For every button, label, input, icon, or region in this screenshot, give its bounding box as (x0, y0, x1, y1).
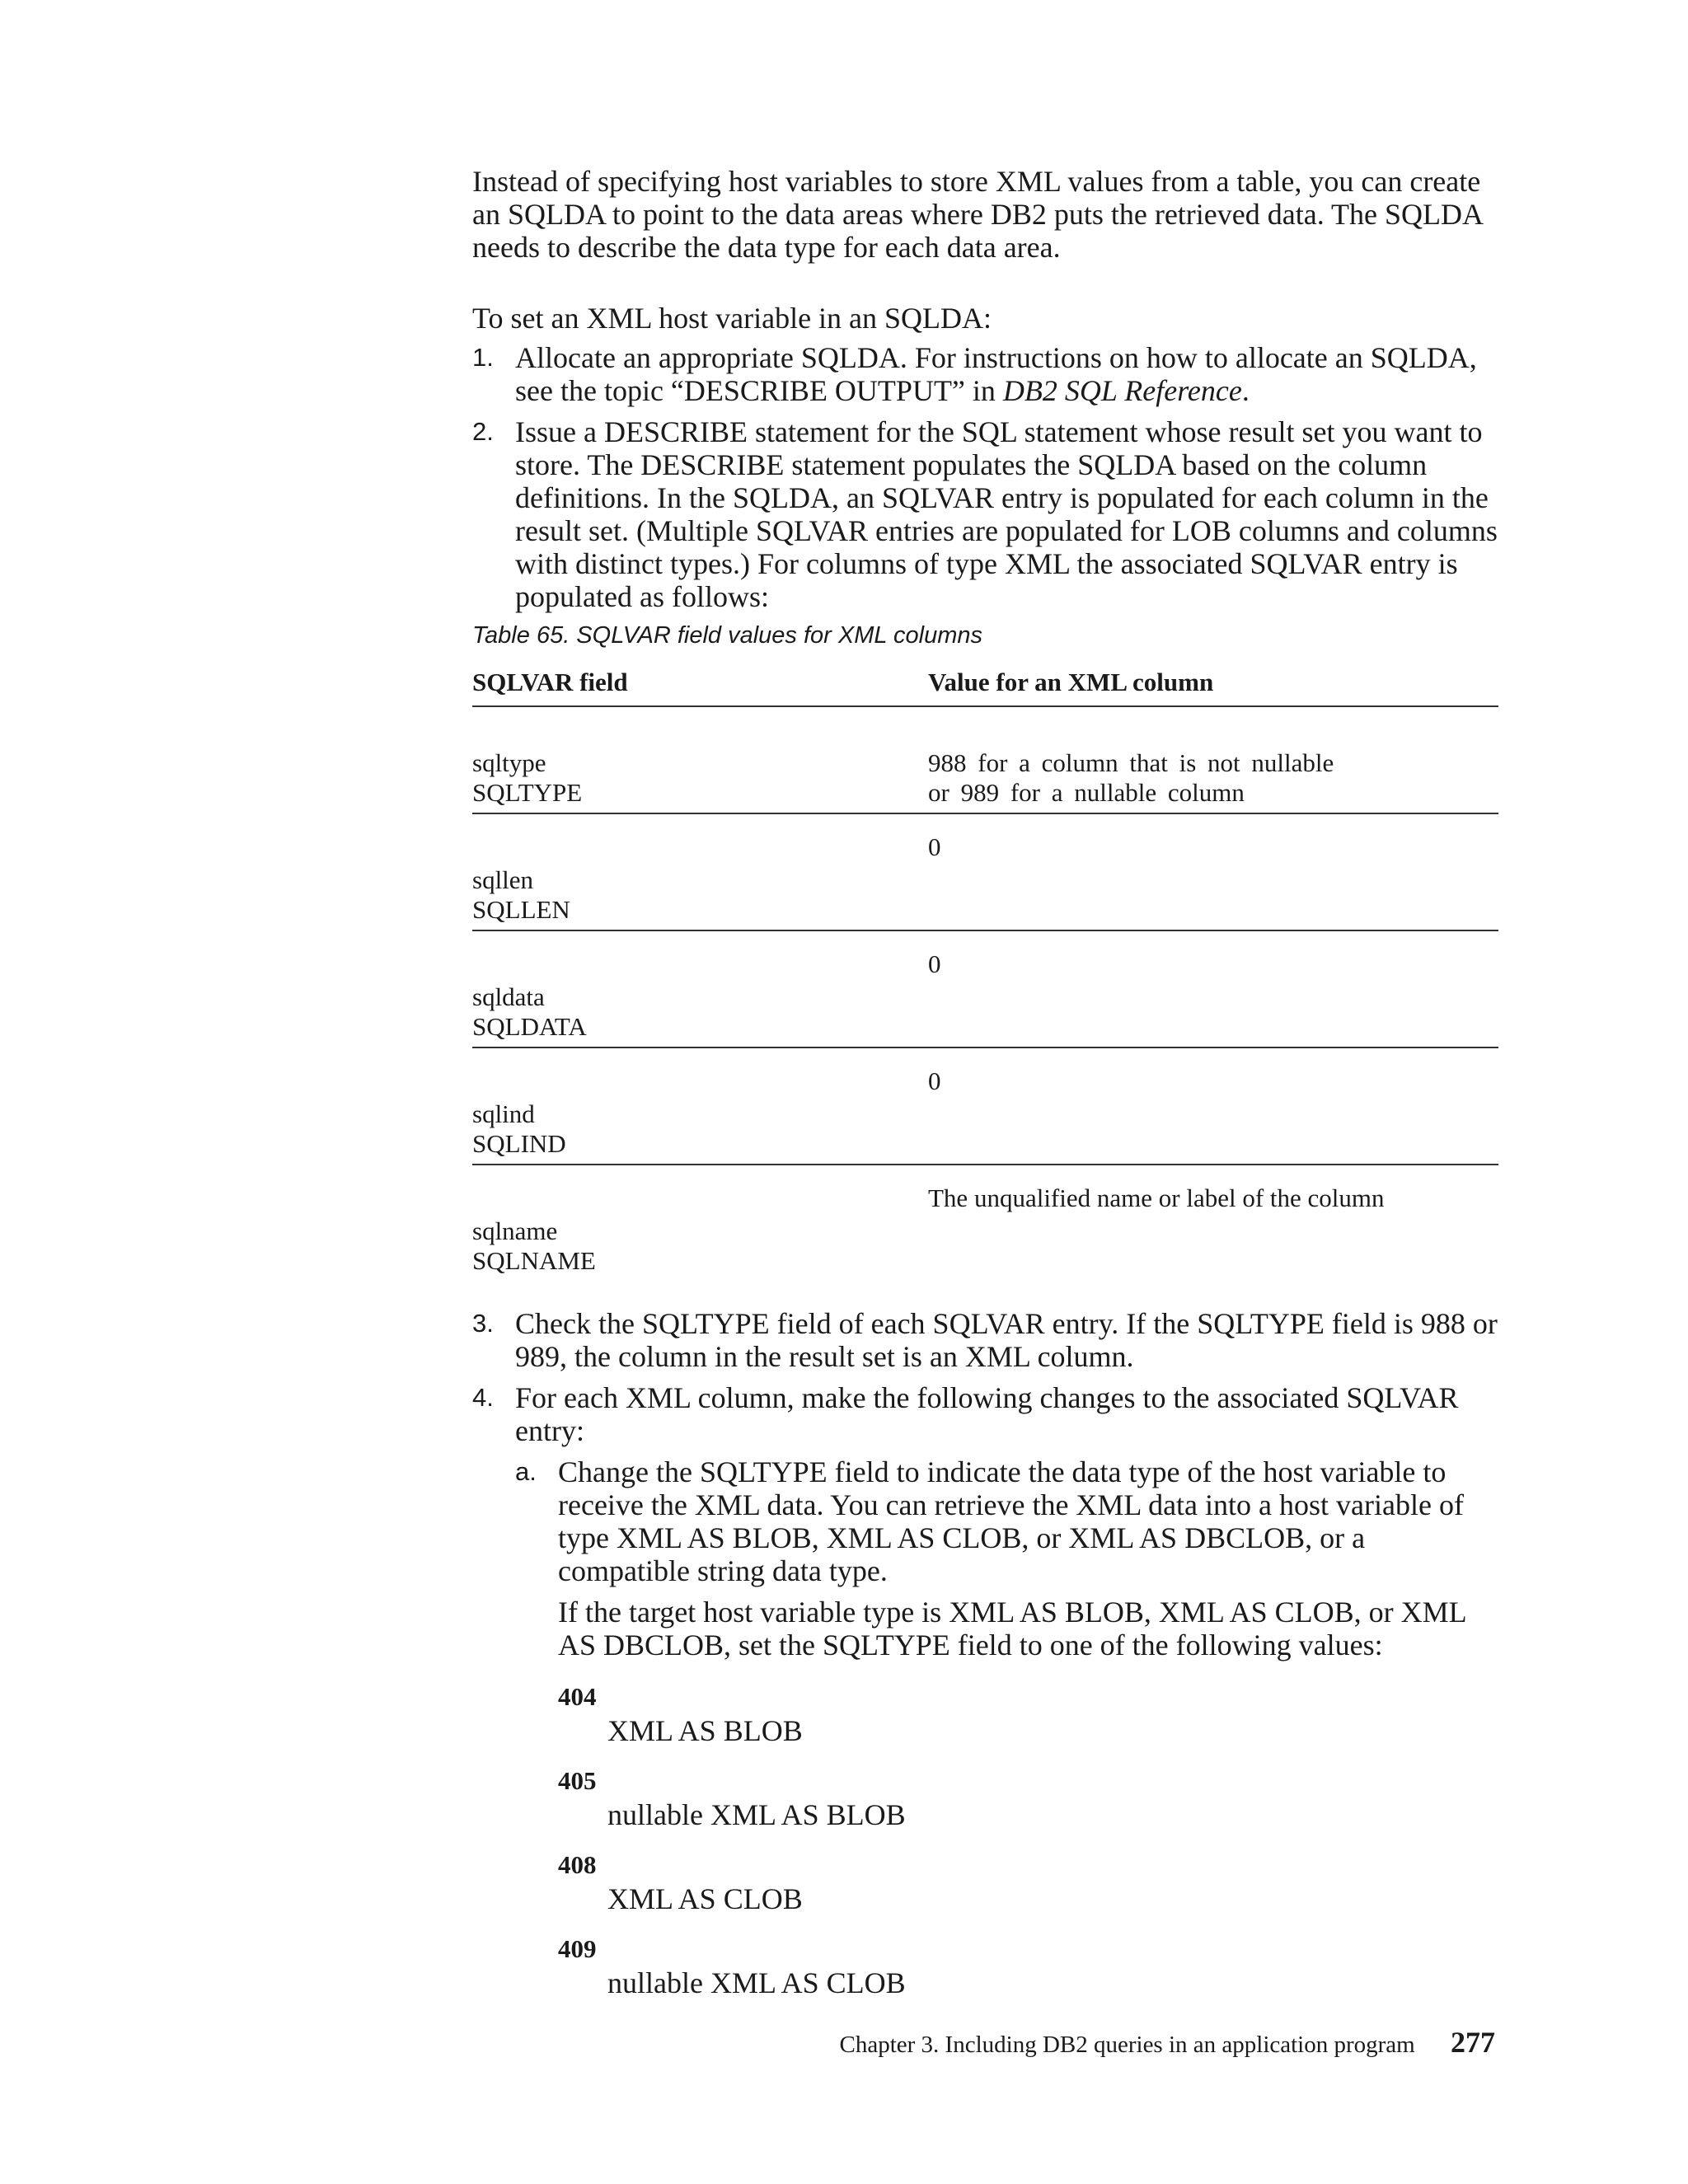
value-cell (928, 813, 1498, 930)
field-cell (472, 930, 928, 1047)
value-text: 988 for a column that is not nullable (928, 748, 1334, 777)
table-row (472, 706, 1498, 813)
step-1 (472, 341, 1498, 407)
field-name-upper: SQLTYPE (472, 778, 583, 807)
field-name-lower: sqldata (472, 982, 545, 1011)
table-row (472, 930, 1498, 1047)
step-text: Check the SQLTYPE field of each SQLVAR entry. If the SQLTYPE field is 988 or 989, the column in the result set is an XML column. (515, 1307, 1498, 1373)
after-table-steps (472, 1307, 1498, 1999)
field-name-upper: SQLLEN (472, 895, 570, 924)
table-row (472, 813, 1498, 930)
substep-paragraph: If the target host variable type is XML AS BLOB, XML AS CLOB, or XML AS DBCLOB, set the SQLTYPE field to one of the following values: (558, 1596, 1466, 1661)
field-cell (472, 1165, 928, 1281)
table-caption: Table 65. SQLVAR field values for XML columns (472, 622, 983, 649)
field-name-lower: sqllen (472, 865, 534, 894)
field-cell (472, 1047, 928, 1165)
field-name-upper: SQLDATA (472, 1012, 587, 1041)
page-content (472, 165, 1498, 2019)
step-3 (472, 1307, 1498, 1373)
table-row (472, 1047, 1498, 1165)
code-description: XML AS BLOB (607, 1714, 803, 1747)
table-row (472, 1165, 1498, 1281)
substep-text: Change the SQLTYPE field to indicate the data type of the host variable to receive the XML data. You can retrieve the XML data into a host variable of type XML AS BLOB, XML AS CLOB, or XML AS DBCLOB, or a compatible string data type. (558, 1455, 1464, 1587)
code-term: 405 (558, 1766, 597, 1795)
substep-letter: a. (515, 1457, 537, 1486)
field-cell (472, 813, 928, 930)
step-number: 3. (472, 1309, 494, 1338)
intro-paragraph: Instead of specifying host variables to store XML values from a table, you can create an SQLDA to point to the data areas where DB2 puts the retrieved data. The SQLDA needs to describe the data type for each data area. (472, 165, 1483, 264)
code-term: 404 (558, 1682, 597, 1711)
page-footer (840, 2026, 1496, 2061)
column-header: SQLVAR field (472, 668, 928, 706)
substep-a (515, 1455, 1498, 1999)
column-header: Value for an XML column (928, 668, 1498, 706)
step-text-part: Allocate an appropriate SQLDA. For instructions on how to allocate an SQLDA, see the topic “DESCRIBE OUTPUT” in (515, 341, 1477, 407)
step-text: For each XML column, make the following changes to the associated SQLVAR entry: (515, 1381, 1459, 1447)
value-cell (928, 930, 1498, 1047)
step-2 (472, 415, 1498, 613)
value-cell (928, 1165, 1498, 1281)
sqlvar-table (472, 668, 1498, 1281)
field-name-upper: SQLNAME (472, 1246, 596, 1275)
step-text (515, 341, 1498, 407)
code-term: 408 (558, 1850, 597, 1879)
step-text: Issue a DESCRIBE statement for the SQL statement whose result set you want to store. The DESCRIBE statement populates the SQLDA based on the column definitions. In the SQLDA, an SQLVAR entry is populated for each column in the result set. (Multiple SQLVAR entries are populated for LOB columns and columns with distinct types.) For columns of type XML the associated SQLVAR entry is populated as follows: (515, 415, 1498, 613)
lead-paragraph: To set an XML host variable in an SQLDA: (472, 302, 992, 335)
chapter-title: Chapter 3. Including DB2 queries in an application program (839, 2032, 1415, 2058)
step-4 (472, 1381, 1498, 1999)
value-cell (928, 1047, 1498, 1165)
value-text: 0 (928, 1066, 941, 1095)
step-number: 1. (472, 343, 494, 372)
code-term: 409 (558, 1934, 597, 1963)
table-header-row (472, 668, 1498, 706)
code-description: nullable XML AS BLOB (607, 1798, 906, 1831)
value-text: 0 (928, 832, 941, 861)
page-number: 277 (1451, 2026, 1495, 2059)
sqltype-code-list (558, 1683, 1498, 1999)
field-cell (472, 706, 928, 813)
value-cell (928, 706, 1498, 813)
field-name-lower: sqlind (472, 1099, 535, 1128)
field-name-upper: SQLIND (472, 1129, 566, 1158)
step-number: 4. (472, 1383, 494, 1412)
steps-list (472, 341, 1498, 1999)
step-text-part: . (1241, 374, 1250, 407)
code-description: XML AS CLOB (607, 1882, 803, 1915)
book-title: DB2 SQL Reference (1002, 374, 1242, 407)
value-text: The unqualified name or label of the column (928, 1183, 1385, 1212)
code-description: nullable XML AS CLOB (607, 1966, 906, 1999)
value-text: or 989 for a nullable column (928, 778, 1245, 807)
field-name-lower: sqlname (472, 1216, 558, 1245)
value-text-block (928, 748, 1334, 808)
value-text: 0 (928, 949, 941, 978)
step-number: 2. (472, 417, 494, 446)
field-name-lower: sqltype (472, 748, 546, 777)
